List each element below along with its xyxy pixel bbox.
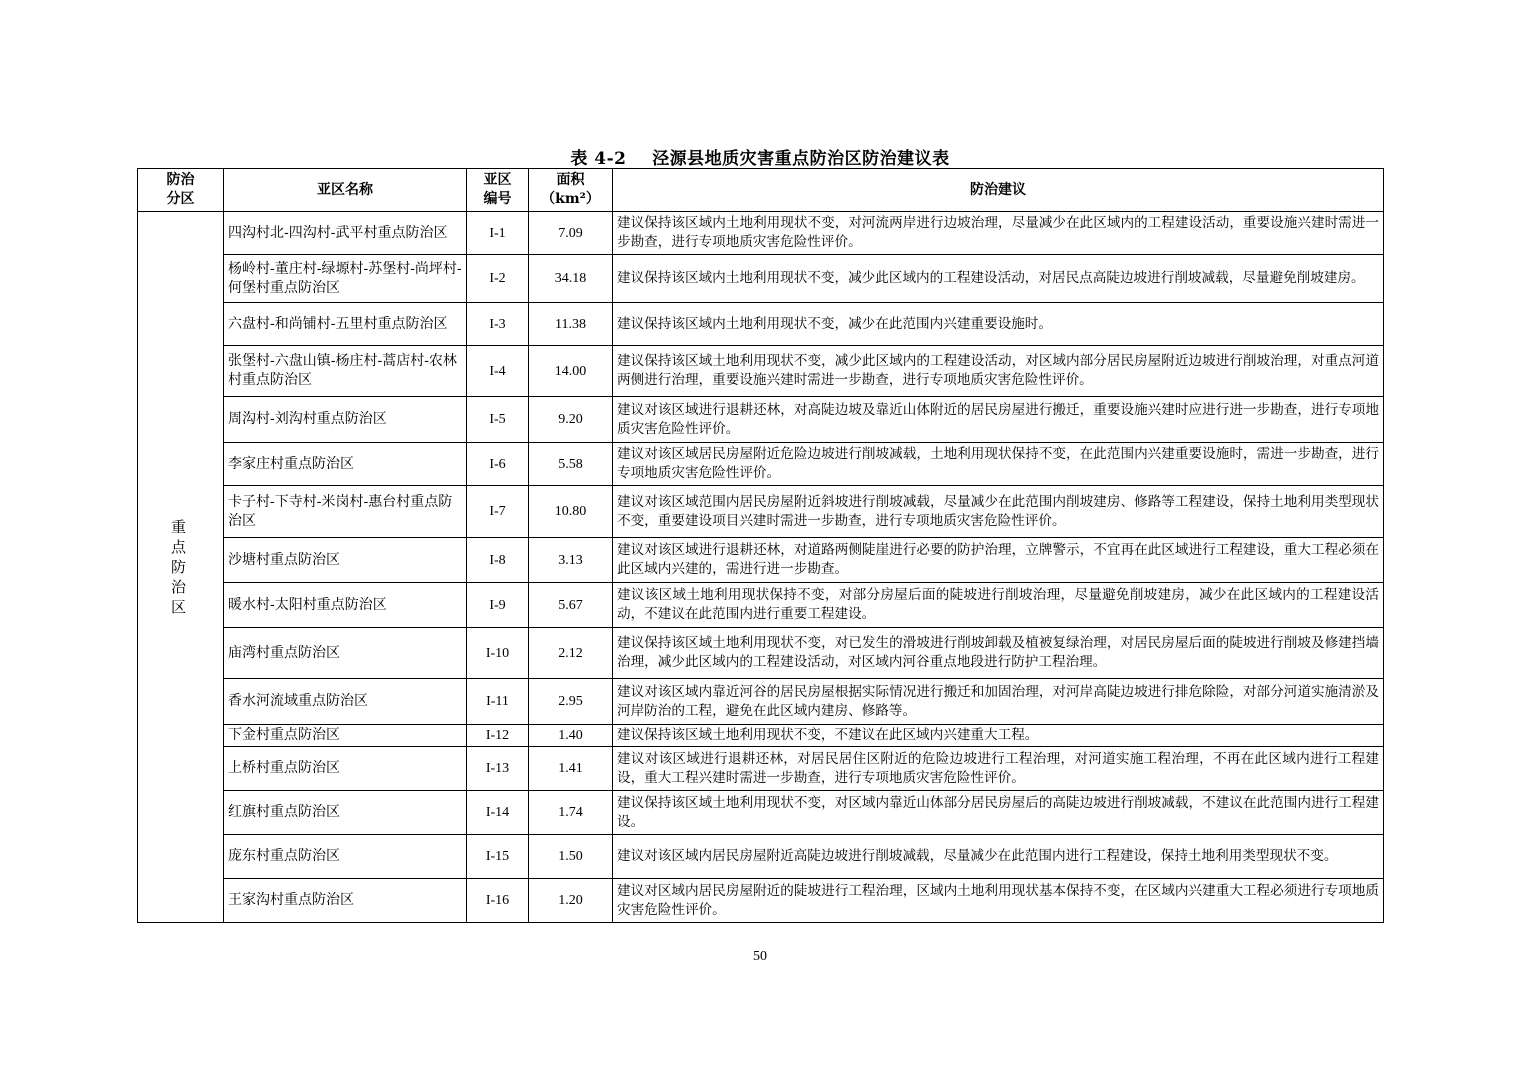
subzone-name-cell: 暖水村-太阳村重点防治区 — [224, 583, 467, 628]
subzone-code-cell: I-9 — [467, 583, 529, 628]
advice-cell: 建议对该区域居民房屋附近危险边坡进行削坡减载，土地利用现状保持不变，在此范围内兴建重要设施时，需进一步勘查，进行专项地质灾害危险性评价。 — [613, 443, 1384, 486]
table-row — [138, 346, 1384, 397]
table-body — [138, 212, 1384, 923]
area-cell: 11.38 — [529, 303, 613, 346]
table-row — [138, 212, 1384, 255]
page-number: 50 — [753, 949, 767, 964]
subzone-name-cell: 卡子村-下寺村-米岗村-惠台村重点防治区 — [224, 486, 467, 538]
subzone-code-cell: I-5 — [467, 397, 529, 443]
subzone-name-cell: 香水河流域重点防治区 — [224, 679, 467, 725]
subzone-name-cell: 王家沟村重点防治区 — [224, 879, 467, 923]
area-cell: 9.20 — [529, 397, 613, 443]
table-row — [138, 538, 1384, 583]
header-name: 亚区名称 — [224, 169, 467, 212]
area-cell: 7.09 — [529, 212, 613, 255]
zone-label: 重点防治区 — [170, 517, 200, 616]
subzone-code-cell: I-13 — [467, 747, 529, 791]
table-row — [138, 303, 1384, 346]
table-row — [138, 879, 1384, 923]
subzone-code-cell: I-4 — [467, 346, 529, 397]
table-title: 表 4-2 泾源县地质灾害重点防治区防治建议表 — [570, 149, 950, 169]
header-advice: 防治建议 — [613, 169, 1384, 212]
subzone-name-cell: 下金村重点防治区 — [224, 725, 467, 747]
subzone-name-cell: 庙湾村重点防治区 — [224, 628, 467, 679]
header-row — [138, 169, 1384, 212]
table-row — [138, 583, 1384, 628]
table-row — [138, 791, 1384, 835]
subzone-name-cell: 上桥村重点防治区 — [224, 747, 467, 791]
area-cell: 3.13 — [529, 538, 613, 583]
area-cell: 2.95 — [529, 679, 613, 725]
advice-cell: 建议保持该区域土地利用现状不变，不建议在此区域内兴建重大工程。 — [613, 725, 1384, 747]
subzone-code-cell: I-8 — [467, 538, 529, 583]
subzone-code-cell: I-3 — [467, 303, 529, 346]
table-row — [138, 486, 1384, 538]
advice-cell: 建议保持该区域内土地利用现状不变，减少此区域内的工程建设活动，对居民点高陡边坡进行削坡减载，尽量避免削坡建房。 — [613, 255, 1384, 303]
header-code: 亚区 编号 — [467, 169, 529, 212]
subzone-code-cell: I-1 — [467, 212, 529, 255]
subzone-name-cell: 张堡村-六盘山镇-杨庄村-蒿店村-农林村重点防治区 — [224, 346, 467, 397]
table-row — [138, 397, 1384, 443]
table-row — [138, 835, 1384, 879]
header-zone: 防治 分区 — [138, 169, 224, 212]
subzone-code-cell: I-2 — [467, 255, 529, 303]
advice-cell: 建议对该区域进行退耕还林，对居民居住区附近的危险边坡进行工程治理，对河道实施工程治理，不再在此区域内进行工程建设，重大工程兴建时需进一步勘查，进行专项地质灾害危险性评价。 — [613, 747, 1384, 791]
subzone-name-cell: 杨岭村-董庄村-绿塬村-苏堡村-尚坪村-何堡村重点防治区 — [224, 255, 467, 303]
advice-cell: 建议保持该区域土地利用现状不变，减少此区域内的工程建设活动，对区域内部分居民房屋附近边坡进行削坡治理，对重点河道两侧进行治理，重要设施兴建时需进一步勘查，进行专项地质灾害危险性评价。 — [613, 346, 1384, 397]
advice-cell: 建议对区域内居民房屋附近的陡坡进行工程治理，区域内土地利用现状基本保持不变，在区域内兴建重大工程必须进行专项地质灾害危险性评价。 — [613, 879, 1384, 923]
area-cell: 2.12 — [529, 628, 613, 679]
subzone-name-cell: 周沟村-刘沟村重点防治区 — [224, 397, 467, 443]
subzone-code-cell: I-14 — [467, 791, 529, 835]
advice-cell: 建议对该区域内靠近河谷的居民房屋根据实际情况进行搬迁和加固治理，对河岸高陡边坡进行排危除险，对部分河道实施清淤及河岸防治的工程，避免在此区域内建房、修路等。 — [613, 679, 1384, 725]
area-cell: 5.58 — [529, 443, 613, 486]
area-cell: 14.00 — [529, 346, 613, 397]
subzone-code-cell: I-12 — [467, 725, 529, 747]
area-cell: 1.40 — [529, 725, 613, 747]
subzone-code-cell: I-7 — [467, 486, 529, 538]
advice-cell: 建议对该区域内居民房屋附近高陡边坡进行削坡减载，尽量减少在此范围内进行工程建设，保持土地利用类型现状不变。 — [613, 835, 1384, 879]
area-cell: 5.67 — [529, 583, 613, 628]
area-cell: 1.74 — [529, 791, 613, 835]
area-cell: 1.41 — [529, 747, 613, 791]
table-row — [138, 443, 1384, 486]
table-row — [138, 679, 1384, 725]
subzone-name-cell: 李家庄村重点防治区 — [224, 443, 467, 486]
subzone-name-cell: 红旗村重点防治区 — [224, 791, 467, 835]
subzone-name-cell: 六盘村-和尚铺村-五里村重点防治区 — [224, 303, 467, 346]
subzone-name-cell: 沙塘村重点防治区 — [224, 538, 467, 583]
advice-cell: 建议保持该区域土地利用现状不变，对区域内靠近山体部分居民房屋后的高陡边坡进行削坡减载，不建议在此范围内进行工程建设。 — [613, 791, 1384, 835]
advice-cell: 建议保持该区域内土地利用现状不变，对河流两岸进行边坡治理，尽量减少在此区域内的工程建设活动，重要设施兴建时需进一步勘查，进行专项地质灾害危险性评价。 — [613, 212, 1384, 255]
prevention-table — [137, 168, 1384, 923]
subzone-code-cell: I-16 — [467, 879, 529, 923]
area-cell: 10.80 — [529, 486, 613, 538]
subzone-name-cell: 庞东村重点防治区 — [224, 835, 467, 879]
area-cell: 34.18 — [529, 255, 613, 303]
subzone-code-cell: I-15 — [467, 835, 529, 879]
area-cell: 1.20 — [529, 879, 613, 923]
subzone-code-cell: I-11 — [467, 679, 529, 725]
subzone-name-cell: 四沟村北-四沟村-武平村重点防治区 — [224, 212, 467, 255]
advice-cell: 建议保持该区域内土地利用现状不变，减少在此范围内兴建重要设施时。 — [613, 303, 1384, 346]
zone-cell — [138, 212, 224, 923]
advice-cell: 建议对该区域范围内居民房屋附近斜坡进行削坡减载，尽量减少在此范围内削坡建房、修路等工程建设，保持土地利用类型现状不变，重要建设项目兴建时需进一步勘查，进行专项地质灾害危险性评价。 — [613, 486, 1384, 538]
advice-cell: 建议该区域土地利用现状保持不变，对部分房屋后面的陡坡进行削坡治理，尽量避免削坡建房，减少在此区域内的工程建设活动，不建议在此范围内进行重要工程建设。 — [613, 583, 1384, 628]
area-cell: 1.50 — [529, 835, 613, 879]
table-row — [138, 628, 1384, 679]
subzone-code-cell: I-10 — [467, 628, 529, 679]
advice-cell: 建议保持该区域土地利用现状不变，对已发生的滑坡进行削坡卸载及植被复绿治理，对居民房屋后面的陡坡进行削坡及修建挡墙治理，减少此区域内的工程建设活动，对区域内河谷重点地段进行防护工程治理。 — [613, 628, 1384, 679]
subzone-code-cell: I-6 — [467, 443, 529, 486]
table-row — [138, 255, 1384, 303]
table-row — [138, 747, 1384, 791]
advice-cell: 建议对该区域进行退耕还林，对高陡边坡及靠近山体附近的居民房屋进行搬迁，重要设施兴建时应进行进一步勘查，进行专项地质灾害危险性评价。 — [613, 397, 1384, 443]
header-area: 面积 （km²） — [529, 169, 613, 212]
table-row — [138, 725, 1384, 747]
advice-cell: 建议对该区域进行退耕还林，对道路两侧陡崖进行必要的防护治理，立牌警示，不宜再在此区域进行工程建设，重大工程必须在此区域内兴建的，需进行进一步勘查。 — [613, 538, 1384, 583]
